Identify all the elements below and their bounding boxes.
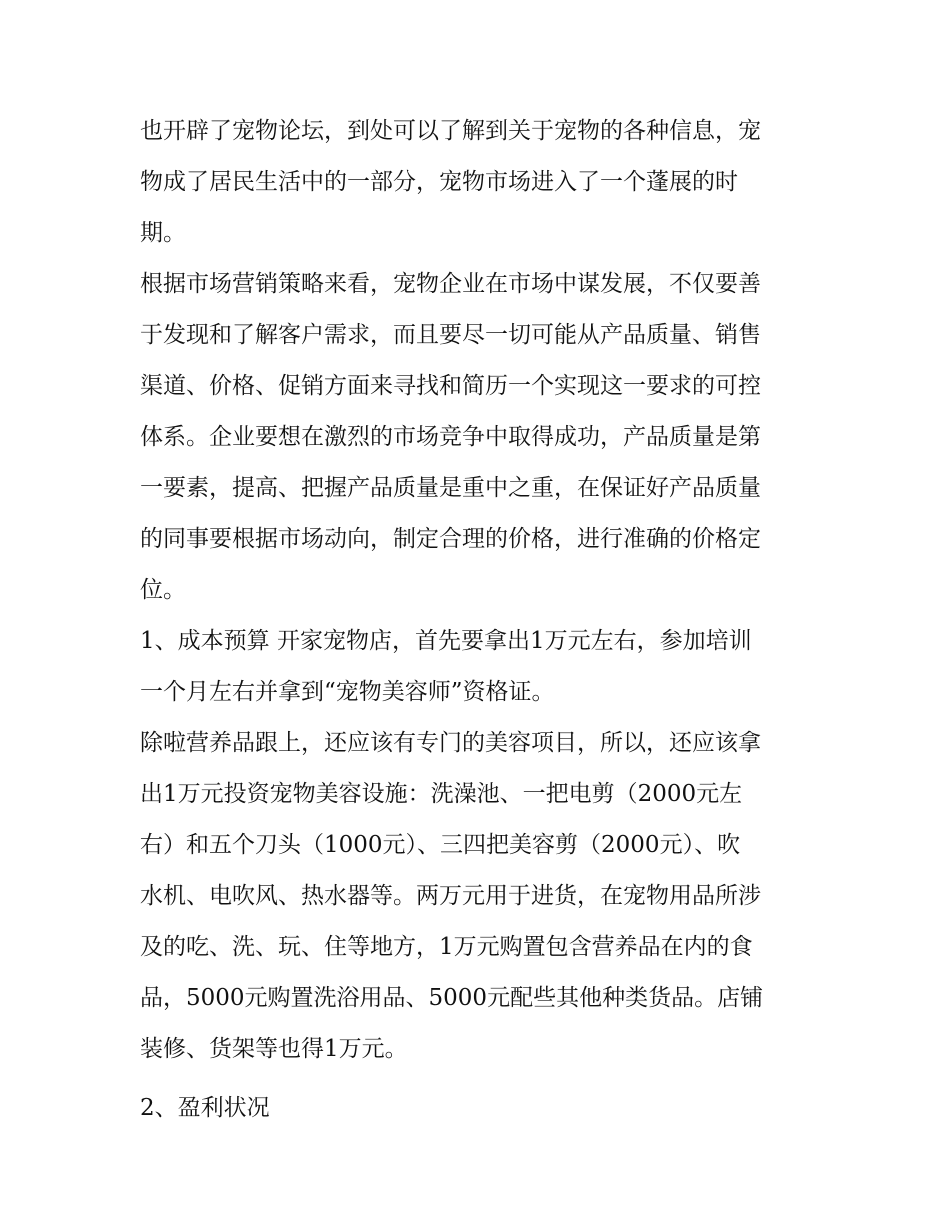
text-line: 除啦营养品跟上，还应该有专门的美容项目，所以，还应该拿: [140, 730, 761, 756]
text-line: 期。: [140, 220, 186, 246]
text-line: 出1万元投资宠物美容设施：洗澡池、一把电剪（2000元左: [140, 781, 743, 807]
text-line: 物成了居民生活中的一部分，宠物市场进入了一个蓬展的时: [140, 169, 738, 195]
section-heading: 2、盈利状况: [140, 1095, 270, 1121]
text-line: 装修、货架等也得1万元。: [140, 1036, 408, 1062]
text-line: 及的吃、洗、玩、住等地方，1万元购置包含营养品在内的食: [140, 934, 753, 960]
text-line: 的同事要根据市场动向，制定合理的价格，进行准确的价格定: [140, 526, 761, 552]
text-line: 体系。企业要想在激烈的市场竞争中取得成功，产品质量是第: [140, 424, 761, 450]
text-line: 1、成本预算 开家宠物店，首先要拿出1万元左右，参加培训: [140, 628, 752, 654]
body-text: [140, 106, 830, 1134]
text-line: 一个月左右并拿到“宠物美容师”资格证。: [140, 679, 555, 705]
text-line: 水机、电吹风、热水器等。两万元用于进货，在宠物用品所涉: [140, 883, 761, 909]
text-line: 一要素，提高、把握产品质量是重中之重，在保证好产品质量: [140, 475, 761, 501]
text-line: 位。: [140, 577, 186, 603]
text-line: 品，5000元购置洗浴用品、5000元配些其他种类货品。店铺: [140, 985, 764, 1011]
text-line: 右）和五个刀头（1000元）、三四把美容剪（2000元）、吹: [140, 832, 741, 858]
text-line: 也开辟了宠物论坛，到处可以了解到关于宠物的各种信息，宠: [140, 118, 761, 144]
text-line: 渠道、价格、促销方面来寻找和简历一个实现这一要求的可控: [140, 373, 761, 399]
text-line: 根据市场营销策略来看，宠物企业在市场中谋发展，不仅要善: [140, 271, 761, 297]
text-line: 于发现和了解客户需求，而且要尽一切可能从产品质量、销售: [140, 322, 761, 348]
